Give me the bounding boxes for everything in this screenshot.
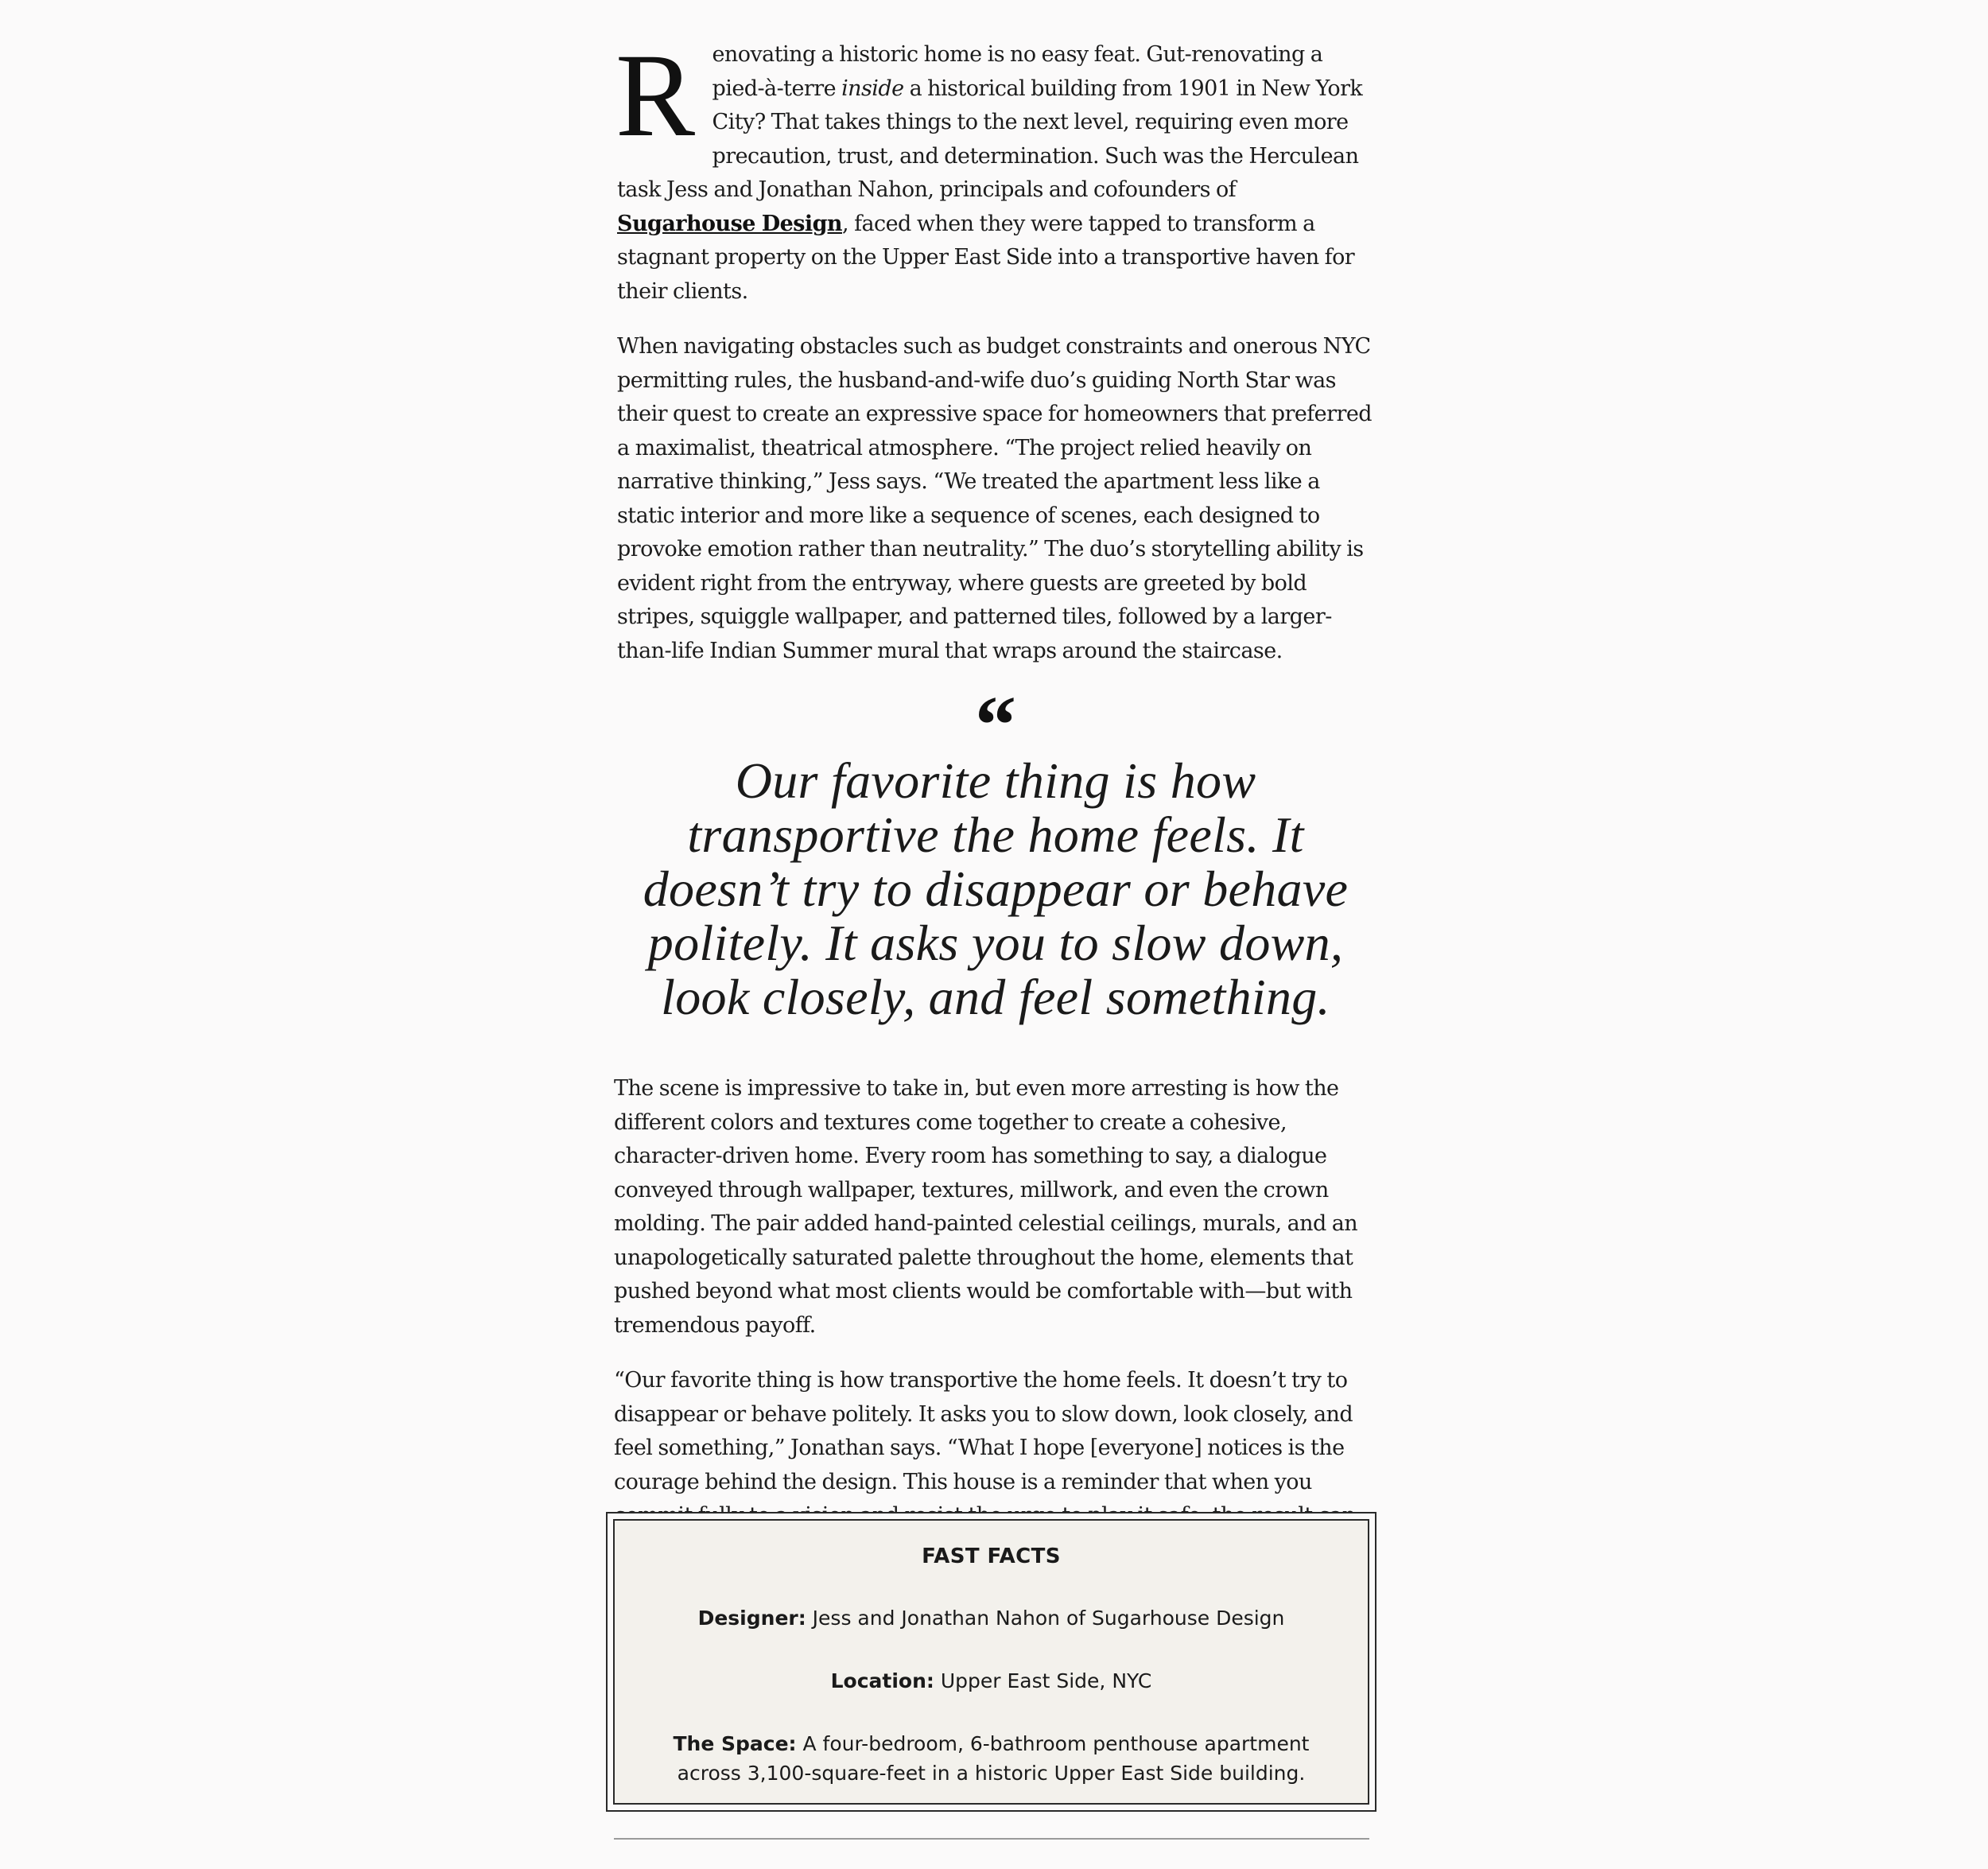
fact-label: The Space: bbox=[673, 1732, 797, 1755]
pull-quote-block bbox=[617, 679, 1374, 1025]
intro-paragraph bbox=[615, 29, 1374, 309]
fast-facts-box bbox=[606, 1512, 1376, 1812]
quote-mark-icon: “ bbox=[975, 679, 1016, 771]
paragraph-2: When navigating obstacles such as budget constraints and onerous NYC permitting rules, the husband-and-wife duo’s guiding North Star was their quest to create an expressive space for homeowners that preferred a maximalist, theatrical atmosphere. “The project relied heavily on narrative thinking,” Jess says. “We treated the apartment less like a static interior and more like a sequence of scenes, each designed to provoke emotion rather than neutrality.” The duo’s storytelling ability is evident right from the entryway, where guests are greeted by bold stripes, squiggle wallpaper, and patterned tiles, followed by a larger-than-life Indian Summer mural that wraps around the staircase. bbox=[617, 334, 1372, 663]
fact-location bbox=[642, 1666, 1342, 1696]
fact-value: Upper East Side, NYC bbox=[934, 1669, 1152, 1692]
intro-text-b: a historical building from 1901 in New York City? That takes things to the next level, requiring even more precaution, trust, and determination. Such was the Herculean task Jess and Jonathan Nahon, principals and cofounders of bbox=[617, 76, 1363, 202]
fact-value: A four-bedroom, 6-bathroom penthouse apartment across 3,100-square-feet in a historic Upper East Side building. bbox=[677, 1732, 1310, 1785]
paragraph-4: “Our favorite thing is how transportive the home feels. It doesn’t try to disappear or behave politely. It asks you to slow down, look closely, and feel something,” Jonathan says. “What I hope [everyone] notices is the courage behind the design. This house is a reminder that when you bbox=[614, 1368, 1353, 1494]
fast-facts-title: FAST FACTS bbox=[922, 1545, 1061, 1568]
paragraph-3: The scene is impressive to take in, but even more arresting is how the different colors and textures come together to create a cohesive, character-driven home. Every room has something to say, a dialogue conveyed through wallpaper, textures, millwork, and even the crown molding. The pair added hand-painted celestial ceilings, murals, and an unapologetically saturated palette throughout the home, elements that pushed beyond what most clients would be comfortable with—but with tremendous payoff. bbox=[614, 1076, 1358, 1338]
fast-facts-inner bbox=[613, 1519, 1369, 1805]
fact-value: Jess and Jonathan Nahon of Sugarhouse Design bbox=[806, 1607, 1285, 1630]
intro-text-c: , faced when they were tapped to transform a stagnant property on the Upper East Side into a transportive haven for their clients. bbox=[617, 211, 1355, 304]
intro-text-a: enovating a historic home is no easy feat. Gut-renovating a pied-à-terre bbox=[712, 42, 1323, 101]
intro-emphasis: inside bbox=[841, 76, 904, 101]
fact-label: Designer: bbox=[697, 1607, 806, 1630]
article-body bbox=[614, 29, 1374, 1588]
lower-paragraphs bbox=[614, 1072, 1374, 1567]
fact-designer bbox=[642, 1603, 1342, 1633]
sugarhouse-design-link[interactable]: Sugarhouse Design bbox=[617, 211, 842, 236]
section-divider bbox=[614, 1838, 1369, 1840]
fact-space bbox=[642, 1729, 1342, 1788]
drop-cap: R bbox=[615, 29, 695, 161]
pull-quote-text: Our favorite thing is how transportive the home feels. It doesn’t try to disappear or behave politely. It asks you to slow down, look closely, and feel something. bbox=[643, 752, 1349, 1025]
fact-label: Location: bbox=[830, 1669, 934, 1692]
